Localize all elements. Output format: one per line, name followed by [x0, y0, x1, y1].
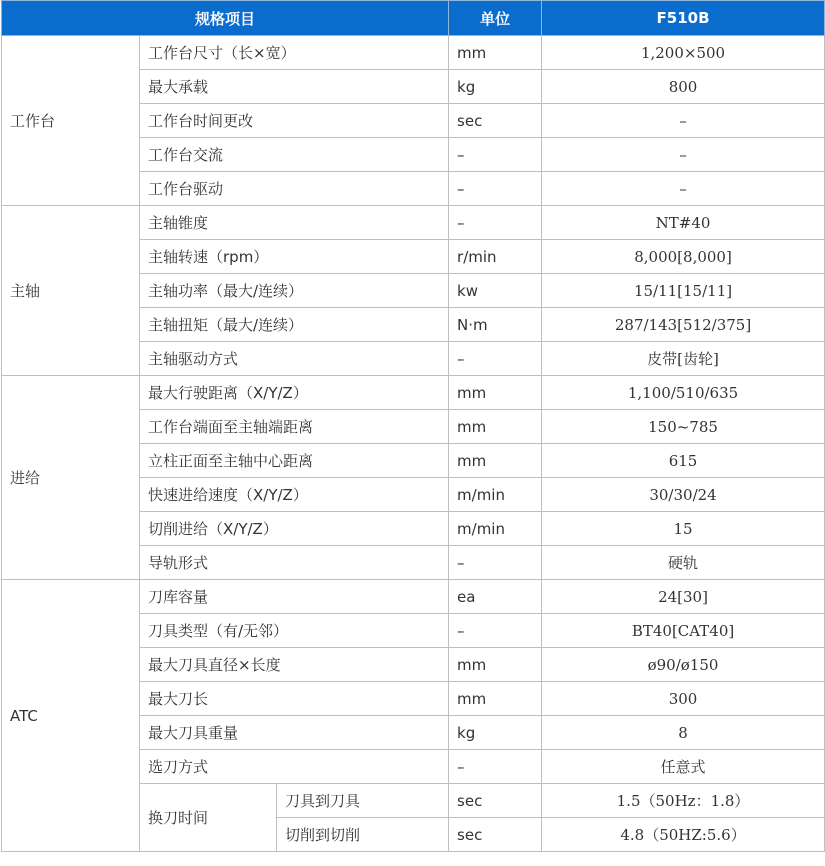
row-value: 615: [542, 444, 825, 478]
row-value: 150~785: [542, 410, 825, 444]
row-unit: mm: [449, 376, 542, 410]
row-value: ø90/ø150: [542, 648, 825, 682]
row-item-change-time: 换刀时间: [140, 784, 277, 852]
row-value: BT40[CAT40]: [542, 614, 825, 648]
row-value: NT#40: [542, 206, 825, 240]
table-row: [2, 376, 825, 410]
row-value: 1,100/510/635: [542, 376, 825, 410]
row-value: –: [542, 104, 825, 138]
table-row: [2, 580, 825, 614]
row-unit: m/min: [449, 478, 542, 512]
row-value: 1,200×500: [542, 36, 825, 70]
row-item: 快速进给速度（X/Y/Z）: [140, 478, 449, 512]
row-unit: –: [449, 138, 542, 172]
row-value: 8: [542, 716, 825, 750]
row-item: 最大刀具直径×长度: [140, 648, 449, 682]
row-value: 4.8（50HZ:5.6）: [542, 818, 825, 852]
row-item: 工作台驱动: [140, 172, 449, 206]
row-unit: mm: [449, 648, 542, 682]
row-unit: kw: [449, 274, 542, 308]
group-worktable: 工作台: [2, 36, 140, 206]
row-unit: –: [449, 750, 542, 784]
row-item: 最大行驶距离（X/Y/Z）: [140, 376, 449, 410]
row-unit: –: [449, 614, 542, 648]
row-value: 皮带[齿轮]: [542, 342, 825, 376]
group-feed: 进给: [2, 376, 140, 580]
row-subitem: 刀具到刀具: [277, 784, 449, 818]
row-unit: sec: [449, 818, 542, 852]
row-item: 导轨形式: [140, 546, 449, 580]
row-item: 主轴锥度: [140, 206, 449, 240]
row-item: 工作台端面至主轴端距离: [140, 410, 449, 444]
row-unit: mm: [449, 36, 542, 70]
row-unit: kg: [449, 716, 542, 750]
row-unit: mm: [449, 682, 542, 716]
row-item: 刀具类型（有/无邻）: [140, 614, 449, 648]
row-unit: kg: [449, 70, 542, 104]
row-value: 287/143[512/375]: [542, 308, 825, 342]
row-subitem: 切削到切削: [277, 818, 449, 852]
row-value: –: [542, 138, 825, 172]
row-item: 最大刀具重量: [140, 716, 449, 750]
row-value: 任意式: [542, 750, 825, 784]
row-unit: N·m: [449, 308, 542, 342]
row-unit: mm: [449, 410, 542, 444]
row-value: –: [542, 172, 825, 206]
row-item: 主轴转速（rpm）: [140, 240, 449, 274]
row-item: 工作台尺寸（长×宽）: [140, 36, 449, 70]
header-item: 规格项目: [2, 1, 449, 36]
header-model: F510B: [542, 1, 825, 36]
row-item: 工作台时间更改: [140, 104, 449, 138]
row-unit: sec: [449, 784, 542, 818]
row-unit: –: [449, 546, 542, 580]
row-item: 立柱正面至主轴中心距离: [140, 444, 449, 478]
row-unit: –: [449, 206, 542, 240]
row-value: 15/11[15/11]: [542, 274, 825, 308]
row-unit: m/min: [449, 512, 542, 546]
row-value: 15: [542, 512, 825, 546]
row-item: 最大刀长: [140, 682, 449, 716]
row-unit: –: [449, 172, 542, 206]
group-spindle: 主轴: [2, 206, 140, 376]
row-value: 800: [542, 70, 825, 104]
table-row: [2, 206, 825, 240]
header-unit: 单位: [449, 1, 542, 36]
row-item: 工作台交流: [140, 138, 449, 172]
row-unit: mm: [449, 444, 542, 478]
row-item: 主轴扭矩（最大/连续）: [140, 308, 449, 342]
row-item: 主轴功率（最大/连续）: [140, 274, 449, 308]
row-value: 30/30/24: [542, 478, 825, 512]
row-value: 300: [542, 682, 825, 716]
row-unit: ea: [449, 580, 542, 614]
spec-table: [1, 0, 825, 852]
row-value: 1.5（50Hz：1.8）: [542, 784, 825, 818]
row-item: 主轴驱动方式: [140, 342, 449, 376]
row-value: 8,000[8,000]: [542, 240, 825, 274]
row-item: 选刀方式: [140, 750, 449, 784]
row-item: 最大承载: [140, 70, 449, 104]
row-unit: r/min: [449, 240, 542, 274]
row-unit: –: [449, 342, 542, 376]
row-unit: sec: [449, 104, 542, 138]
header-row: [2, 1, 825, 36]
group-atc: ATC: [2, 580, 140, 852]
row-item: 切削进给（X/Y/Z）: [140, 512, 449, 546]
row-value: 24[30]: [542, 580, 825, 614]
row-item: 刀库容量: [140, 580, 449, 614]
table-row: [2, 36, 825, 70]
row-value: 硬轨: [542, 546, 825, 580]
